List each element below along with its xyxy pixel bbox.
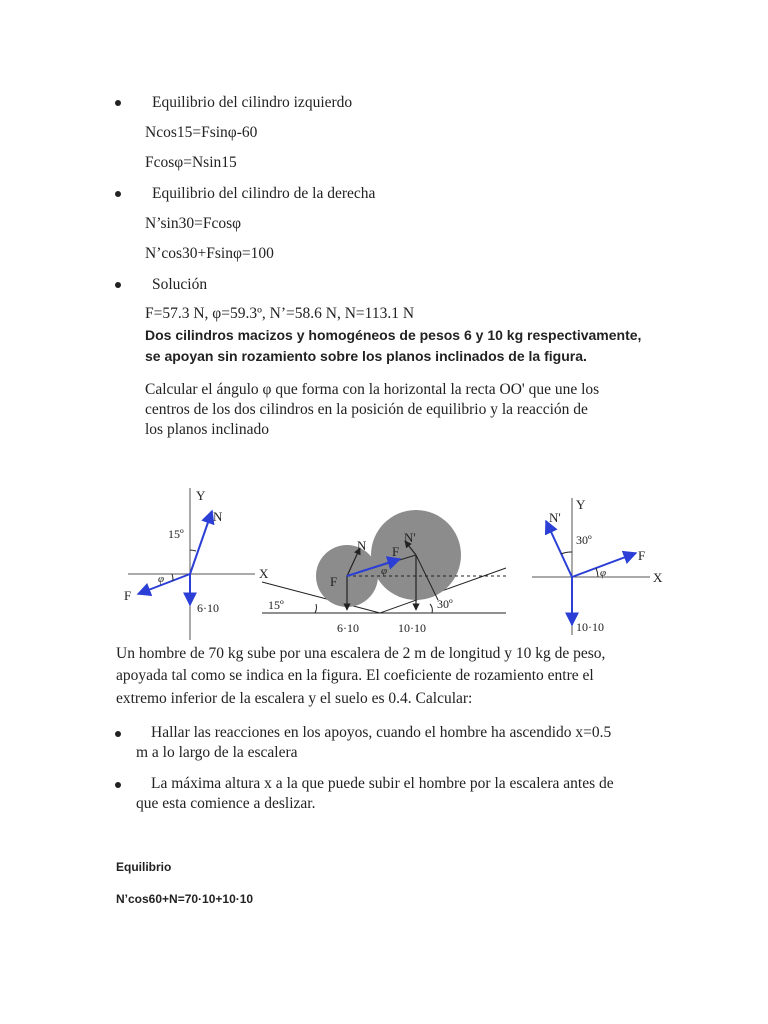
left-weight-label: 6·10 (197, 601, 219, 615)
bullet-dot (115, 191, 121, 197)
right-axis-x-label: X (653, 570, 663, 585)
left-free-body-diagram (124, 488, 269, 640)
equation-2: Fcosφ=Nsin15 (145, 154, 237, 171)
problem1-question-line3: los planos inclinado (145, 421, 269, 438)
equation-4: N’cos30+Fsinφ=100 (145, 245, 274, 262)
middle-phi-label: φ (381, 565, 388, 577)
right-n-arrow (546, 521, 572, 577)
bullet-left-cylinder: Equilibrio del cilindro izquierdo (152, 94, 353, 111)
left-angle-label: 15º (168, 527, 184, 541)
right-weight-label: 10·10 (576, 620, 604, 634)
cylinders-figure (0, 470, 768, 650)
left-n-label: N (213, 509, 223, 524)
right-free-body-diagram (532, 497, 663, 635)
left-axis-x-label: X (259, 566, 269, 581)
problem2-line2: apoyada tal como se indica en la figura. El coeficiente de rozamiento entre el (116, 667, 594, 684)
problem2-bullet2-line2: que esta comience a deslizar. (136, 795, 316, 812)
equation-3: N’sin30=Fcosφ (145, 215, 242, 232)
problem1-statement-line1: Dos cilindros macizos y homogéneos de pesos 6 y 10 kg respectivamente, (145, 327, 642, 343)
right-n-label: N' (549, 510, 561, 525)
problem1-question-line2: centros de los dos cilindros en la posición de equilibrio y la reacción de (145, 401, 588, 418)
right-angle-label: 30º (576, 533, 592, 547)
bullet-dot (115, 100, 121, 106)
problem1-question-line1: Calcular el ángulo φ que forma con la horizontal la recta OO' que une los (145, 381, 600, 398)
bullet-dot (115, 282, 121, 288)
right-phi-label: φ (600, 567, 607, 579)
middle-n-label: N (357, 538, 367, 553)
right-f-label: F (638, 548, 646, 563)
left-axis-y-label: Y (196, 488, 206, 503)
equilibrium-equation: N’cos60+N=70·10+10·10 (116, 892, 254, 906)
middle-n2-label: N' (404, 530, 416, 545)
bullet-right-cylinder: Equilibrio del cilindro de la derecha (152, 185, 376, 202)
bullet-dot (115, 782, 121, 788)
middle-cylinders-diagram (262, 510, 506, 635)
problem2-bullet1-line2: m a lo largo de la escalera (136, 744, 298, 761)
middle-weight-left-label: 6·10 (337, 621, 359, 635)
left-n-arrow (190, 511, 212, 574)
problem2-line1: Un hombre de 70 kg sube por una escalera de 2 m de longitud y 10 kg de peso, (116, 645, 606, 662)
equation-1: Ncos15=Fsinφ-60 (145, 124, 258, 141)
problem2-bullet1-line1: Hallar las reacciones en los apoyos, cuando el hombre ha ascendido x=0.5 (151, 724, 612, 741)
middle-angle-right-label: 30º (437, 597, 453, 611)
problem1-statement-line2: se apoyan sin rozamiento sobre los planos inclinados de la figura. (145, 348, 587, 364)
bullet-dot (115, 731, 121, 737)
equilibrium-heading: Equilibrio (116, 860, 172, 874)
left-f-label: F (124, 588, 132, 603)
middle-weight-right-label: 10·10 (398, 621, 426, 635)
left-phi-label: φ (158, 573, 165, 585)
bullet-solution: Solución (152, 276, 208, 293)
problem2-line3: extremo inferior de la escalera y el suelo es 0.4. Calcular: (116, 690, 473, 707)
middle-f-top-label: F (392, 544, 400, 559)
middle-angle-left-label: 15º (268, 598, 284, 612)
problem2-bullet2-line1: La máxima altura x a la que puede subir el hombre por la escalera antes de (151, 775, 614, 792)
solution-values: F=57.3 N, φ=59.3º, N’=58.6 N, N=113.1 N (145, 305, 415, 322)
middle-f-left-label: F (330, 574, 338, 589)
right-axis-y-label: Y (576, 497, 586, 512)
